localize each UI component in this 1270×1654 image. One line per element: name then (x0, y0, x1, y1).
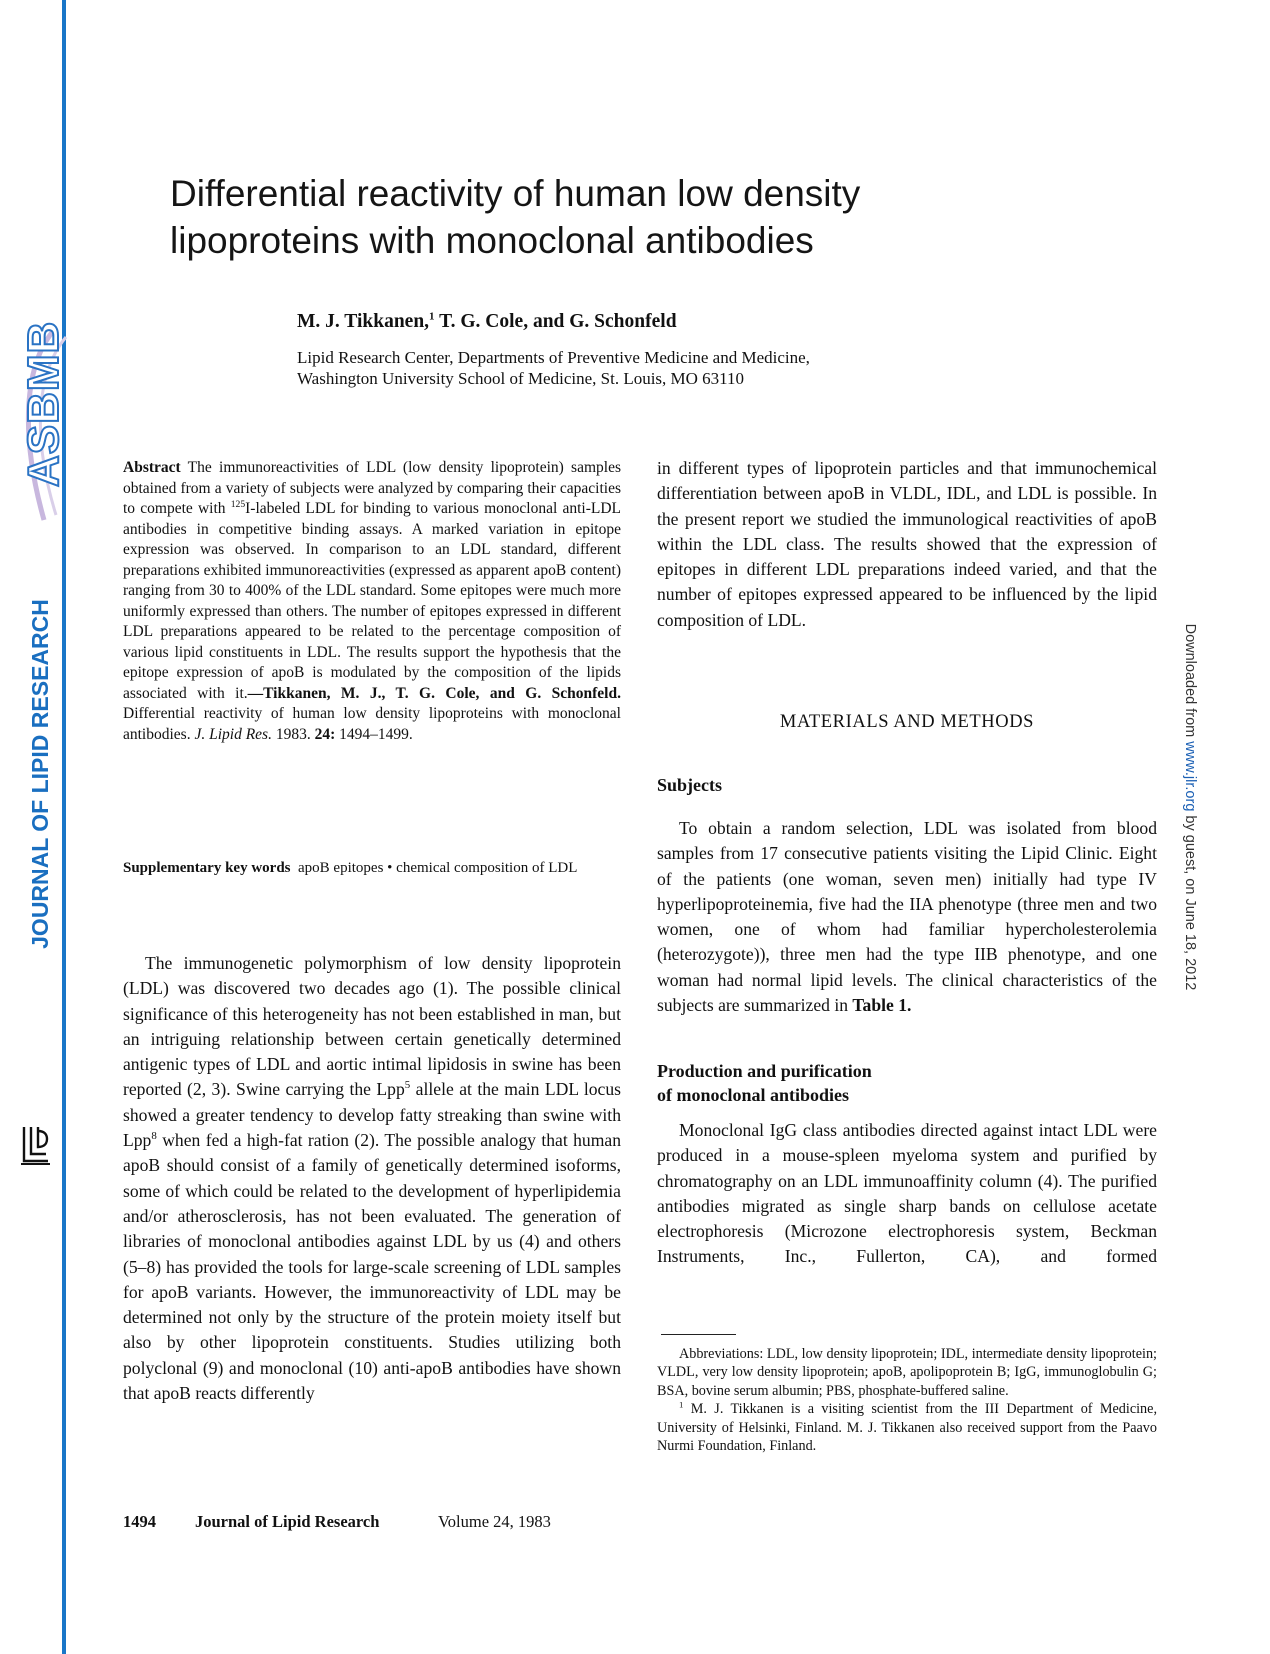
intro-text-1: The immunogenetic polymorphism of low density lipoprotein (LDL) was discovered two decades ago (1). The possible clinical significance of this heterogeneity has not been established in man, but an intriguing relationship between certain genetically determined antigenic types of LDL and aortic intimal lipidosis in swine has been reported (2, 3). Swine carrying the Lpp (123, 953, 621, 1100)
page-number: 1494 (123, 1512, 156, 1531)
table-1-reference[interactable]: Table 1. (852, 995, 912, 1016)
download-notice (1179, 582, 1201, 1032)
author-footnote (657, 1400, 1157, 1455)
download-suffix: by guest, on June 18, 2012 (1182, 811, 1198, 991)
keywords-label: Supplementary key words (123, 860, 291, 876)
intro-continuation: in different types of lipoprotein particles and that immunochemical differentiation between apoB in VLDL, IDL, and LDL is possible. In the present report we studied the immunological reactivities of apoB within the LDL class. The results showed that the expression of epitopes in different LDL preparations indeed varied, and that the number of epitopes expressed appeared to be influenced by the lipid composition of LDL. (657, 458, 1157, 630)
footnotes (657, 1345, 1157, 1455)
lpp-allele-8: 8 (151, 1130, 157, 1143)
production-heading-line-1: Production and purification (657, 1061, 872, 1081)
journal-name-vertical: JOURNAL OF LIPID RESEARCH (27, 599, 53, 949)
margin-blue-rule (62, 0, 66, 1654)
footer-volume: Volume 24, 1983 (438, 1512, 551, 1531)
abstract-text-1: The immunoreactivities of LDL (low density lipoprotein) samples obtained from a variety of subjects were analyzed by comparing their capacities to compete with (123, 459, 621, 517)
author-footnote-text: M. J. Tikkanen is a visiting scientist from the III Department of Medicine, University of Helsinki, Finland. M. J. Tikkanen also received support from the Paavo Nurmi Foundation, Finland. (657, 1401, 1157, 1455)
author-list (297, 311, 677, 333)
lpp-allele-5: 5 (404, 1079, 411, 1092)
intro-text-3: when fed a high-fat ration (2). The possible analogy that human apoB should consist of a family of genetically determined isoforms, some of which could be related to the development of hyperlipidemia and/or atherosclerosis, has not been evaluated. The generation of libraries of monoclonal antibodies against LDL by us (4) and others (5–8) has provided the tools for large-scale screening of LDL samples for apoB variants. However, the immunoreactivity of LDL may be determined not only by the structure of the protein moiety itself but also by other lipoprotein constituents. Studies utilizing both polyclonal (9) and monoclonal (10) anti-apoB antibodies have shown that apoB reacts differently (123, 1130, 621, 1404)
author-footnote-mark: 1 (429, 310, 435, 323)
citation-year: 1983. (271, 725, 315, 743)
abstract-label: Abstract (123, 459, 181, 476)
title-line-1: Differential reactivity of human low density (170, 173, 861, 214)
citation-authors: —Tikkanen, M. J., T. G. Cole, and G. Schonfeld. (247, 684, 621, 702)
citation-volume: 24: (314, 725, 336, 743)
keywords-text: apoB epitopes • chemical composition of LDL (298, 860, 578, 876)
footnote-divider (661, 1334, 736, 1335)
production-heading (657, 1059, 1157, 1107)
affiliation-line-2: Washington University School of Medicine, St. Louis, MO 63110 (297, 369, 745, 388)
footer-journal-name: Journal of Lipid Research (195, 1512, 380, 1531)
subjects-heading: Subjects (657, 775, 723, 795)
affiliation (297, 347, 810, 389)
citation-pages: 1494–1499. (335, 725, 413, 743)
intro-text-2: allele at the main LDL locus showed a greater tendency to develop fatty streaking than swine with Lpp (123, 1079, 621, 1151)
asbmb-logo: ASBMB (19, 320, 68, 487)
author-1: M. J. Tikkanen, (297, 311, 430, 332)
materials-methods-heading: MATERIALS AND METHODS (779, 712, 1035, 732)
production-heading-line-2: of monoclonal antibodies (657, 1085, 850, 1105)
isotope-superscript: 125 (230, 498, 246, 510)
jlr-website-link[interactable]: www.jlr.org (1182, 741, 1198, 812)
title-line-2: lipoproteins with monoclonal antibodies (170, 220, 814, 261)
keywords (123, 858, 621, 878)
production-paragraph: Monoclonal IgG class antibodies directed against intact LDL were produced in a mouse-spleen myeloma system and purified by chromatography on an LDL immunoaffinity column (4). The purified antibodies migrated as single sharp bands on cellulose acetate electrophoresis (Microzone electrophoresis system, Beckman Instruments, Inc., Fullerton, CA), and formed (657, 1120, 1157, 1267)
introduction-paragraph (123, 951, 621, 1406)
other-authors: T. G. Cole, and G. Schonfeld (434, 311, 677, 332)
jlr-logo-icon (18, 1123, 52, 1167)
abstract (123, 458, 621, 745)
affiliation-line-1: Lipid Research Center, Departments of Preventive Medicine and Medicine, (297, 348, 810, 367)
footnote-mark: 1 (679, 1399, 684, 1410)
download-prefix: Downloaded from (1182, 623, 1198, 742)
citation-title: Differential reactivity of human low density lipoproteins with monoclonal antibodies. (123, 705, 621, 743)
abstract-text-2: I-labeled LDL for binding to various monoclonal anti-LDL antibodies in competitive binding assays. A marked variation in epitope expression was observed. In comparison to an LDL standard, different preparations exhibited immunoreactivities (expressed as apparent apoB content) ranging from 30 to 400% of the LDL standard. Some epitopes were much more uniformly expressed than others. The number of epitopes expressed in different LDL preparations appeared to be related to the percentage composition of various lipid constituents in LDL. The results support the hypothesis that the epitope expression of apoB is modulated by the composition of the lipids associated with it. (123, 500, 621, 702)
subjects-paragraph (657, 816, 1157, 1018)
subjects-text: To obtain a random selection, LDL was isolated from blood samples from 17 consecutive patients visiting the Lipid Clinic. Eight of the patients (one woman, seven men) initially had type IV hyperlipoproteinemia, five had the IIA phenotype (three men and two women, one of whom had familiar hypercholesterolemia (heterozygote)), three men had the type IIB phenotype, and one woman had normal lipid levels. The clinical characteristics of the subjects are summarized in (657, 818, 1157, 1016)
citation-journal: J. Lipid Res. (194, 725, 272, 743)
abbreviations-footnote: Abbreviations: LDL, low density lipoprotein; IDL, intermediate density lipoprotein; VLDL, very low density lipoprotein; apoB, apolipoprotein B; IgG, immunoglobulin G; BSA, bovine serum albumin; PBS, phosphate-buffered saline. (657, 1346, 1157, 1399)
article-title (170, 170, 1030, 264)
